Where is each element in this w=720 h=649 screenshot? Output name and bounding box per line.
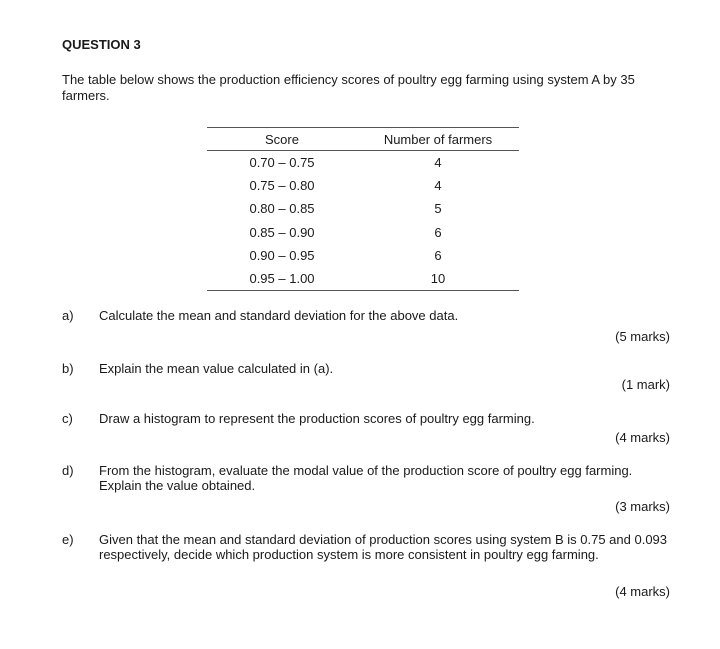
score-cell: 0.70 – 0.75 bbox=[249, 155, 315, 171]
score-cell: 0.85 – 0.90 bbox=[249, 224, 315, 240]
farmers-cell: 4 bbox=[434, 178, 442, 194]
marks-label: (5 marks) bbox=[615, 329, 670, 344]
question-heading: QUESTION 3 bbox=[62, 37, 141, 52]
table-row bbox=[207, 174, 519, 197]
farmers-cell: 10 bbox=[357, 267, 519, 291]
frequency-table bbox=[207, 127, 519, 291]
score-cell: 0.75 – 0.80 bbox=[249, 178, 315, 194]
table-row bbox=[207, 221, 519, 244]
question-label: e) bbox=[62, 532, 74, 547]
marks-label: (1 mark) bbox=[621, 377, 670, 392]
table-row bbox=[207, 244, 519, 267]
question-label: d) bbox=[62, 463, 74, 478]
marks-label: (3 marks) bbox=[615, 499, 670, 514]
question-label: b) bbox=[62, 361, 74, 376]
question-text: Given that the mean and standard deviation of production scores using system B is 0.75 and 0.093 respectively, decide which production system is more consistent in poultry egg farming. bbox=[99, 532, 668, 562]
question-text: Calculate the mean and standard deviation for the above data. bbox=[99, 308, 459, 323]
marks-label: (4 marks) bbox=[615, 430, 670, 445]
question-label: c) bbox=[62, 411, 73, 426]
score-cell: 0.80 – 0.85 bbox=[249, 201, 315, 217]
score-cell: 0.95 – 1.00 bbox=[207, 267, 357, 291]
score-cell: 0.90 – 0.95 bbox=[249, 247, 315, 263]
intro-paragraph: The table below shows the production efficiency scores of poultry egg farming using system A by 35 farmers. bbox=[62, 72, 635, 103]
question-text: Draw a histogram to represent the production scores of poultry egg farming. bbox=[99, 411, 535, 426]
table-row bbox=[207, 267, 519, 291]
marks-label: (4 marks) bbox=[615, 584, 670, 599]
question-text: Explain the mean value calculated in (a). bbox=[99, 361, 334, 376]
farmers-cell: 4 bbox=[434, 155, 442, 171]
column-header-score: Score bbox=[207, 128, 357, 151]
question-label: a) bbox=[62, 308, 74, 323]
table-row bbox=[207, 197, 519, 220]
table-row bbox=[207, 151, 519, 175]
farmers-cell: 6 bbox=[434, 247, 442, 263]
farmers-cell: 6 bbox=[434, 224, 442, 240]
table-header-row bbox=[207, 128, 519, 151]
column-header-farmers: Number of farmers bbox=[357, 128, 519, 151]
farmers-cell: 5 bbox=[434, 201, 442, 217]
question-text: From the histogram, evaluate the modal value of the production score of poultry egg farming. Explain the value obtained. bbox=[99, 463, 633, 493]
